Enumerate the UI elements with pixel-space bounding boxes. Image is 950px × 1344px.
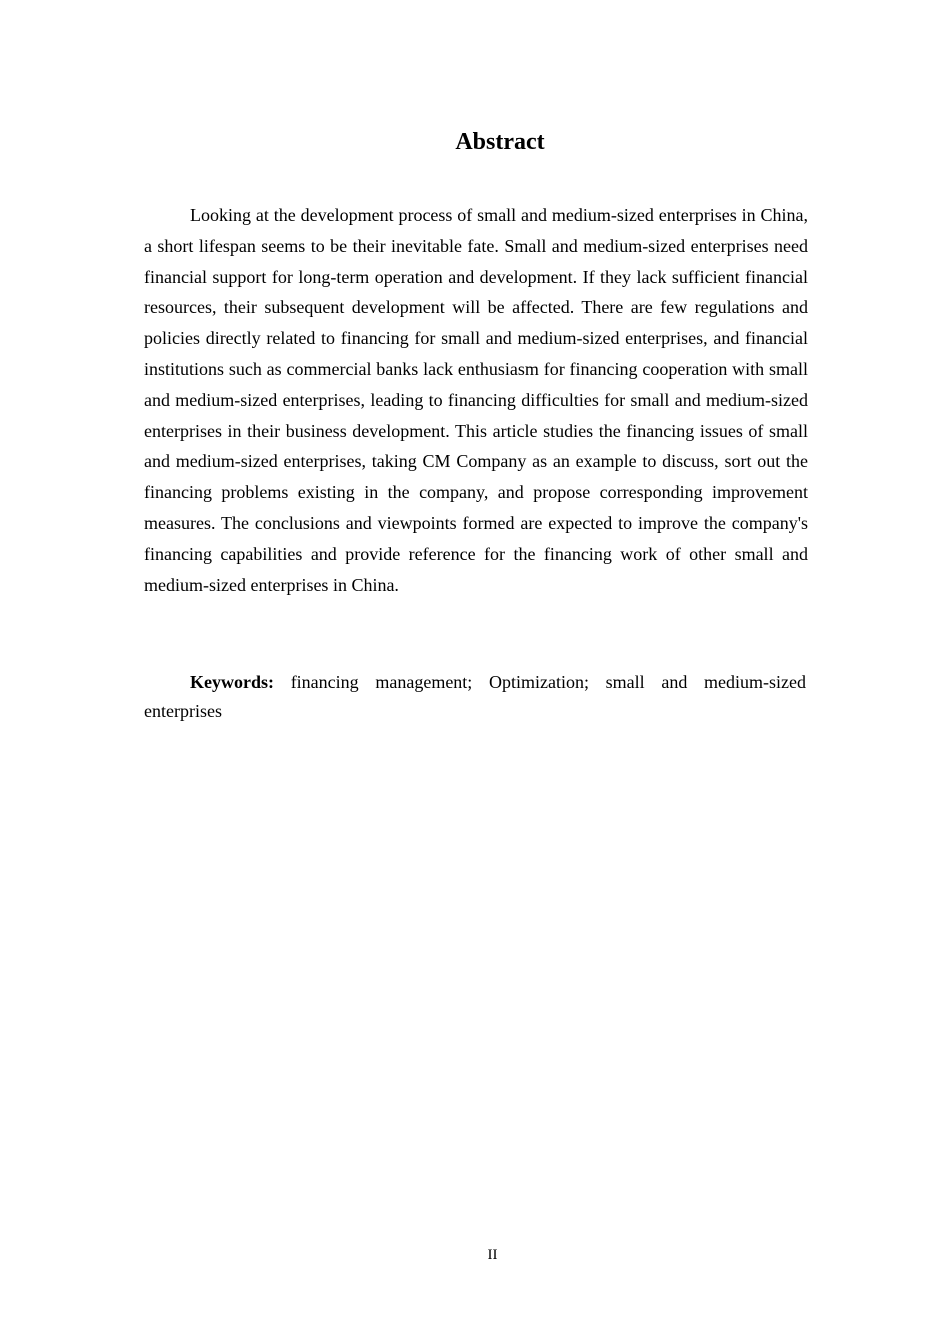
abstract-title: Abstract — [455, 129, 545, 155]
keywords-text: financing management; Optimization; small and medium-sized enterprises — [144, 672, 806, 721]
page-number: II — [487, 1247, 498, 1263]
keywords-label: Keywords: — [190, 672, 274, 692]
abstract-body: Looking at the development process of small and medium-sized enterprises in China, a short lifespan seems to be their inevitable fate. Small and medium-sized enterprises need financial support for long-term operation and development. If they lack sufficient financial resources, their subsequent development will be affected. There are few regulations and policies directly related to financing for small and medium-sized enterprises, and financial institutions such as commercial banks lack enthusiasm for financing cooperation with small and medium-sized enterprises, leading to financing difficulties for small and medium-sized enterprises in their business development. This article studies the financing issues of small and medium-sized enterprises, taking CM Company as an example to discuss, sort out the financing problems existing in the company, and propose corresponding improvement measures. The conclusions and viewpoints formed are expected to improve the company's financing capabilities and provide reference for the financing work of other small and medium-sized enterprises in China. — [144, 205, 808, 595]
keywords-paragraph — [144, 668, 806, 726]
